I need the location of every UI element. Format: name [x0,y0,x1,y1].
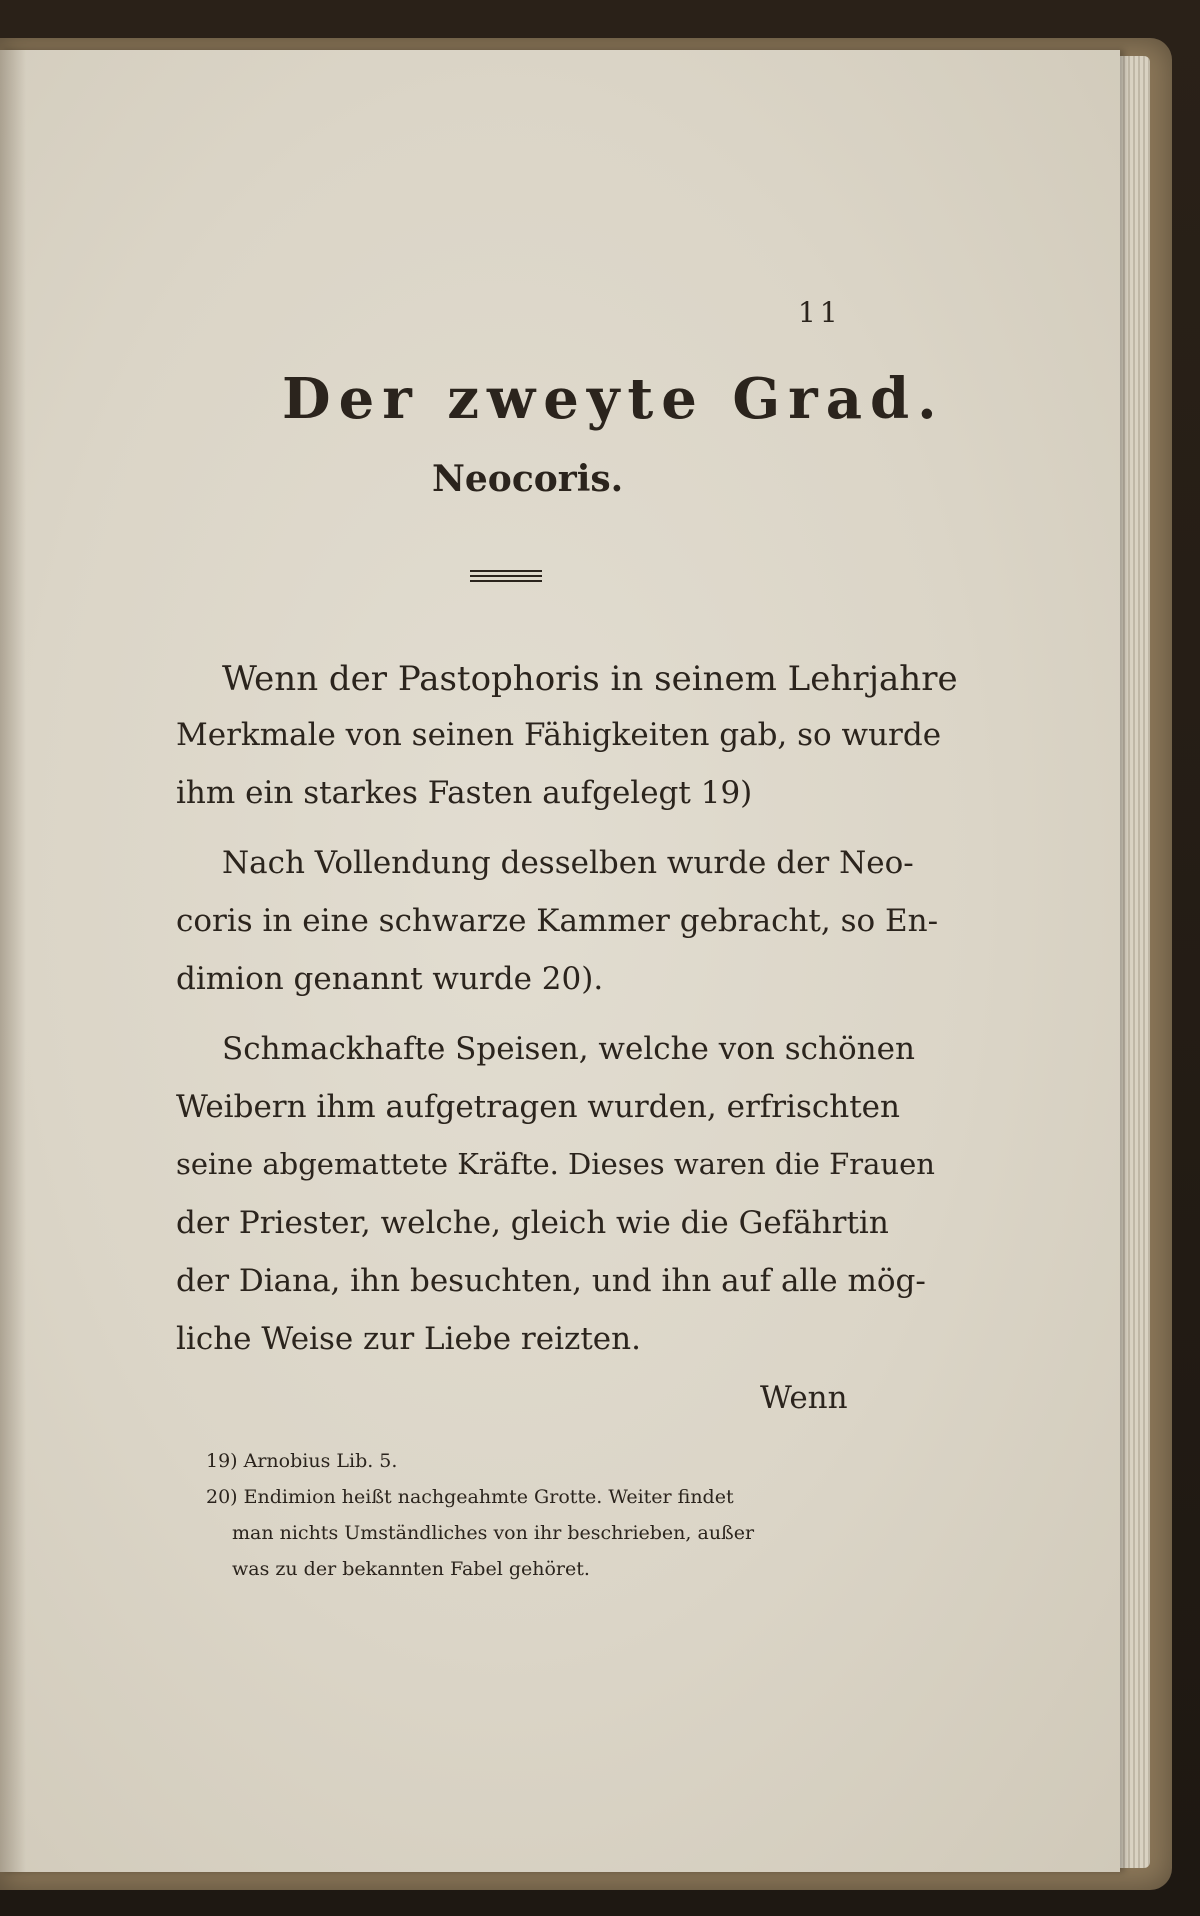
body-line: ihm ein starkes Fasten aufgelegt 19) [176,775,753,811]
footnote-line: was zu der bekannten Fabel gehöret. [232,1558,590,1580]
book-page [0,50,1120,1872]
body-line: Weibern ihm aufgetragen wurden, erfrischten [176,1089,900,1125]
page-gutter-shadow [0,50,26,1872]
body-line: Schmackhafte Speisen, welche von schönen [222,1031,915,1067]
body-line: coris in eine schwarze Kammer gebracht, so En- [176,903,939,939]
body-line: dimion genannt wurde 20). [176,961,604,997]
body-line: der Diana, ihn besuchten, und ihn auf alle mög- [176,1263,926,1299]
chapter-subtitle: Neocoris. [432,458,624,500]
footnote-line: man nichts Umständliches von ihr beschrieben, außer [232,1522,755,1544]
title-ornament-rule [470,570,542,582]
footnote-line: 20) Endimion heißt nachgeahmte Grotte. Weiter findet [206,1486,734,1508]
page-number: 11 [798,296,842,329]
body-line: Merkmale von seinen Fähigkeiten gab, so wurde [176,717,942,753]
body-line: liche Weise zur Liebe reizten. [176,1321,641,1357]
body-line: Wenn der Pastophoris in seinem Lehrjahre [222,659,958,699]
footnote-line: 19) Arnobius Lib. 5. [206,1450,398,1472]
chapter-title: Der zweyte Grad. [282,366,945,432]
body-line: Nach Vollendung desselben wurde der Neo- [222,845,914,881]
body-line: seine abgemattete Kräfte. Dieses waren die Frauen [176,1147,935,1181]
body-line: der Priester, welche, gleich wie die Gefährtin [176,1205,889,1241]
catchword: Wenn [760,1380,848,1416]
